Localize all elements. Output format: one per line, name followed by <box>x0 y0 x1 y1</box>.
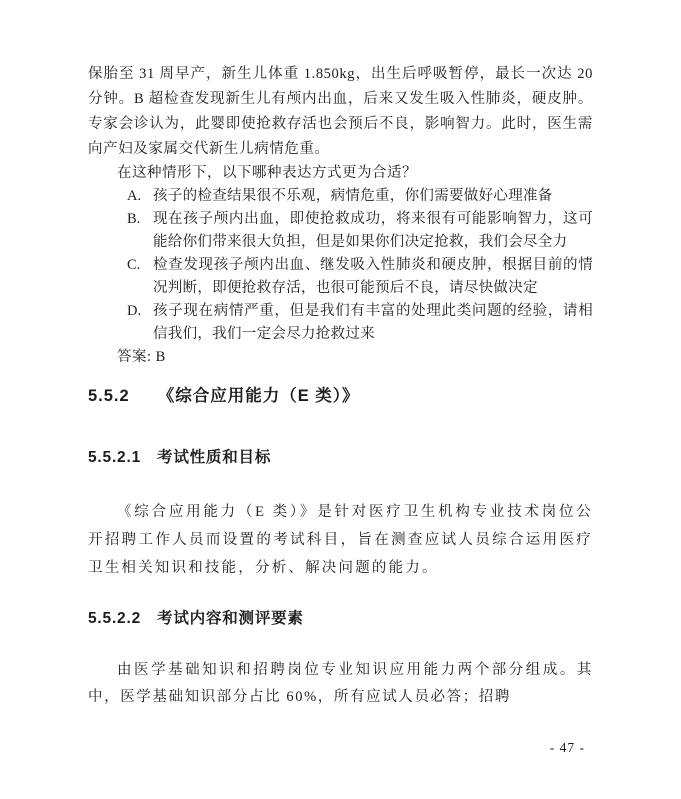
options-list <box>127 185 593 346</box>
subsection-1-number: 5.5.2.1 <box>88 449 142 466</box>
section-heading-title: 《综合应用能力（E 类）》 <box>157 387 360 405</box>
question-line: 在这种情形下，以下哪种表达方式更为合适？ <box>117 165 417 181</box>
option-c <box>127 254 593 300</box>
option-d-label: D. <box>127 303 142 319</box>
option-b-text: 现在孩子颅内出血，即使抢救成功，将来很有可能影响智力，这可能给你们带来很大负担，但是如果你们决定抢救，我们会尽全力 <box>153 211 593 250</box>
option-d-text: 孩子现在病情严重，但是我们有丰富的处理此类问题的经验，请相信我们，我们一定会尽力抢救过来 <box>153 303 593 342</box>
option-b-label: B. <box>127 211 141 227</box>
section-heading-number: 5.5.2 <box>88 387 130 405</box>
subsection-heading-1 <box>88 447 593 468</box>
option-c-label: C. <box>127 257 141 273</box>
section-heading <box>88 385 593 407</box>
subsection-1-paragraph: 《综合应用能力（E 类）》是针对医疗卫生机构专业技术岗位公开招聘工作人员而设置的考试科目，旨在测查应试人员综合运用医疗卫生相关知识和技能，分析、解决问题的能力。 <box>88 504 593 576</box>
option-a-label: A. <box>127 188 142 204</box>
subsection-2-number: 5.5.2.2 <box>88 610 142 627</box>
option-b <box>127 208 593 254</box>
subsection-heading-2 <box>88 608 593 629</box>
subsection-1-title: 考试性质和目标 <box>157 449 272 466</box>
option-c-text: 检查发现孩子颅内出血、继发吸入性肺炎和硬皮肿，根据目前的情况判断，即便抢救存活，也很可能预后不良，请尽快做决定 <box>153 257 593 296</box>
answer-line: 答案: B <box>117 349 166 365</box>
option-d <box>127 300 593 346</box>
case-paragraph: 保胎至 31 周早产，新生儿体重 1.850kg，出生后呼吸暂停，最长一次达 20 分钟。B 超检查发现新生儿有颅内出血，后来又发生吸入性肺炎，硬皮肿。专家会诊认为，此婴即使抢救存活也会预后不良，影响智力。此时，医生需向产妇及家属交代新生儿病情危重。 <box>88 66 593 157</box>
subsection-2-title: 考试内容和测评要素 <box>157 610 304 627</box>
option-a <box>127 185 593 208</box>
page-number: - 47 - <box>549 740 585 755</box>
subsection-2-paragraph: 由医学基础知识和招聘岗位专业知识应用能力两个部分组成。其中，医学基础知识部分占比 60%，所有应试人员必答；招聘 <box>88 662 593 705</box>
option-a-text: 孩子的检查结果很不乐观，病情危重，你们需要做好心理准备 <box>153 188 553 204</box>
